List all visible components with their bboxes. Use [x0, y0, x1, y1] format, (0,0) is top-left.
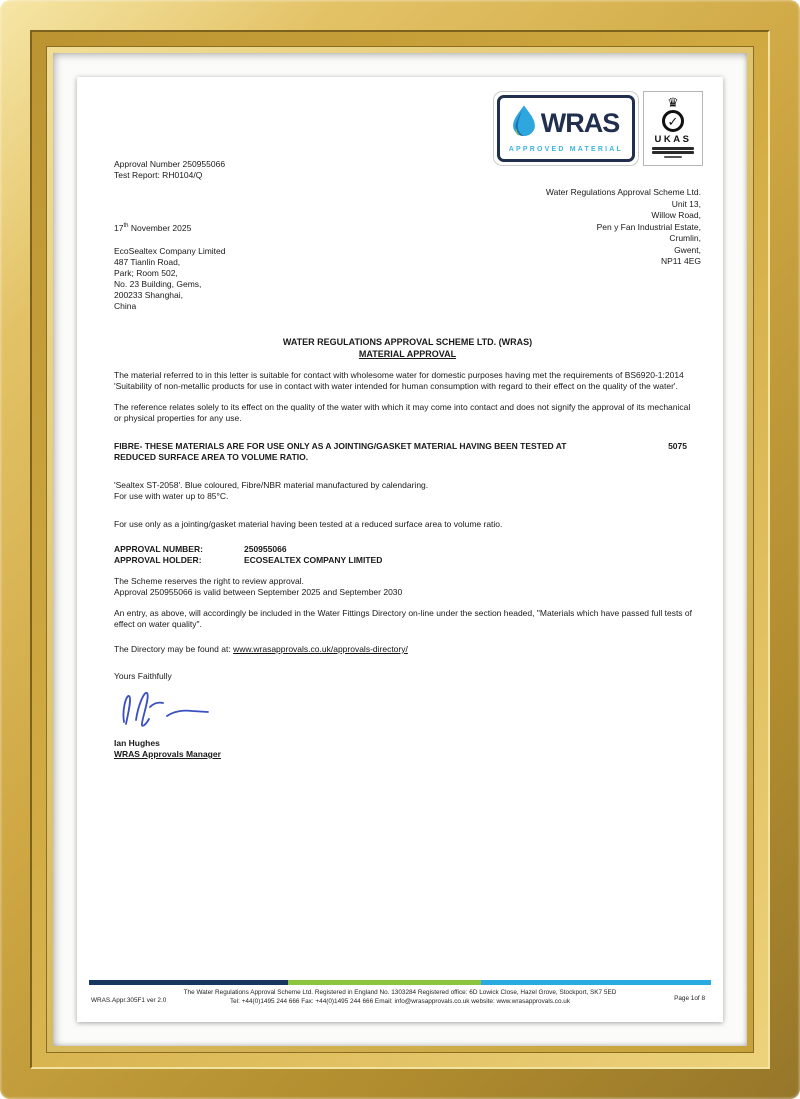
approval-holder-row — [114, 555, 701, 567]
check-circle-icon: ✓ — [662, 110, 684, 132]
review-line-2: Approval 250955066 is valid between September 2025 and September 2030 — [114, 586, 403, 597]
product-line-2: For use with water up to 85°C. — [114, 490, 229, 501]
signatory-title: WRAS Approvals Manager — [114, 748, 221, 759]
recipient-line: 487 Tianlin Road, — [114, 256, 181, 267]
crown-icon: ♛ — [667, 95, 679, 110]
sender-address — [546, 187, 701, 312]
signatory-name: Ian Hughes — [114, 737, 160, 748]
recipient-line: No. 23 Building, Gems, — [114, 278, 202, 289]
frame-ridge — [30, 30, 770, 1069]
letter-title — [114, 336, 701, 360]
ukas-wordmark: UKAS — [654, 134, 692, 145]
ukas-small-text-placeholder — [652, 147, 694, 150]
date-and-recipient — [114, 187, 226, 312]
test-report-line: Test Report: RH0104/Q — [114, 170, 203, 180]
sender-line: Gwent, — [674, 244, 701, 255]
document-reference: WRAS.Appr.305F1 ver 2.0 — [91, 997, 167, 1004]
letter-date: 17th November 2025 — [114, 222, 192, 233]
frame-inner-lip — [46, 46, 754, 1053]
approval-holder-value: ECOSEALTEX COMPANY LIMITED — [244, 555, 383, 566]
sender-line: Water Regulations Approval Scheme Ltd. — [545, 187, 701, 197]
ukas-logo — [643, 91, 703, 166]
footer-contact-line: Tel: +44(0)1495 244 666 Fax: +44(0)1495 244 666 Email: info@wrasapprovals.co.uk website: www.wrasapprovals.co.uk — [229, 997, 571, 1005]
directory-section-number: 5075 — [668, 440, 687, 451]
signature-image — [114, 686, 701, 734]
approval-number-label: APPROVAL NUMBER: — [114, 543, 203, 554]
review-statement — [114, 576, 699, 598]
product-line-1: 'Sealtex ST-2058'. Blue coloured, Fibre/NBR material manufactured by calendaring. — [114, 479, 429, 490]
product-description — [114, 480, 699, 502]
approval-details — [114, 544, 701, 567]
page-number: Page 1of 8 — [674, 995, 705, 1002]
recipient-line: China — [114, 300, 137, 311]
use-restriction-line: For use only as a jointing/gasket material having been tested at a reduced surface area to volume ratio. — [114, 518, 503, 529]
title-line-1: WATER REGULATIONS APPROVAL SCHEME LTD. (WRAS) — [282, 336, 533, 347]
recipient-line: Park; Room 502, — [114, 267, 178, 278]
footer-color-bar — [89, 980, 711, 985]
footer-bar-blue-segment — [481, 980, 711, 985]
paragraph-reference-scope: The reference relates solely to its effect on the quality of the water with which it may come into contact and does not signify the approval of its mechanical or physical properties for any use. — [114, 401, 691, 423]
ukas-small-text-placeholder — [652, 151, 694, 154]
paragraph-material-suitability: The material referred to in this letter is suitable for contact with wholesome water for domestic purposes having met the requirements of BS6920-1:2014 'Suitability of non-metallic products for use in contact with water intended for human consumption with regard to their effect on the quality of the water'. — [114, 369, 684, 391]
approved-material-label: APPROVED MATERIAL — [508, 146, 623, 153]
recipient-address — [114, 246, 226, 312]
approval-letter-page — [77, 77, 723, 1022]
title-line-2: MATERIAL APPROVAL — [358, 348, 457, 359]
fibre-line-2: REDUCED SURFACE AREA TO VOLUME RATIO. — [114, 452, 309, 463]
review-line-1: The Scheme reserves the right to review approval. — [114, 575, 304, 586]
sender-line: Pen y Fan Industrial Estate, — [596, 221, 701, 232]
frame-mat — [53, 53, 747, 1046]
recipient-line: EcoSealtex Company Limited — [114, 245, 226, 256]
fibre-usage-statement — [114, 441, 701, 464]
closing-line: Yours Faithfully — [114, 670, 172, 681]
water-drop-icon — [509, 103, 539, 142]
directory-link-line — [114, 644, 699, 655]
footer-bar-green-segment — [288, 980, 481, 985]
sender-line: NP11 4EG — [660, 256, 701, 266]
address-row — [114, 187, 701, 312]
directory-link[interactable]: www.wrasapprovals.co.uk/approvals-directory/ — [233, 643, 408, 654]
sender-line: Crumlin, — [669, 233, 701, 243]
wras-logo-box — [497, 95, 635, 162]
approval-number-line: Approval Number 250955066 — [114, 159, 226, 169]
fibre-line-1: FIBRE- THESE MATERIALS ARE FOR USE ONLY AS A JOINTING/GASKET MATERIAL HAVING BEEN TESTED AT — [114, 440, 567, 451]
directory-link-prefix: The Directory may be found at: — [114, 643, 234, 654]
letter-footer — [89, 980, 711, 1006]
recipient-line: 200233 Shanghai, — [114, 289, 184, 300]
certification-logos — [493, 91, 703, 166]
approval-holder-label: APPROVAL HOLDER: — [114, 555, 202, 566]
approval-number-row — [114, 544, 701, 556]
ukas-small-text-placeholder — [664, 156, 682, 158]
sender-line: Willow Road, — [651, 210, 701, 220]
sender-line: Unit 13, — [671, 198, 701, 209]
directory-entry-paragraph: An entry, as above, will accordingly be included in the Water Fittings Directory on-line under the section headed, "Materials which have passed full tests of effect on water quality". — [114, 607, 693, 629]
approval-number-value: 250955066 — [244, 543, 287, 554]
wras-logo — [493, 91, 639, 166]
footer-registration-line: The Water Regulations Approval Scheme Ltd. Registered in England No. 1303284 Registered office: 6D Lowick Close, Hazel Grove, Stockport, SK7 5ED — [183, 989, 617, 996]
footer-bar-navy-segment — [89, 980, 288, 985]
wras-wordmark: WRAS — [540, 107, 620, 138]
